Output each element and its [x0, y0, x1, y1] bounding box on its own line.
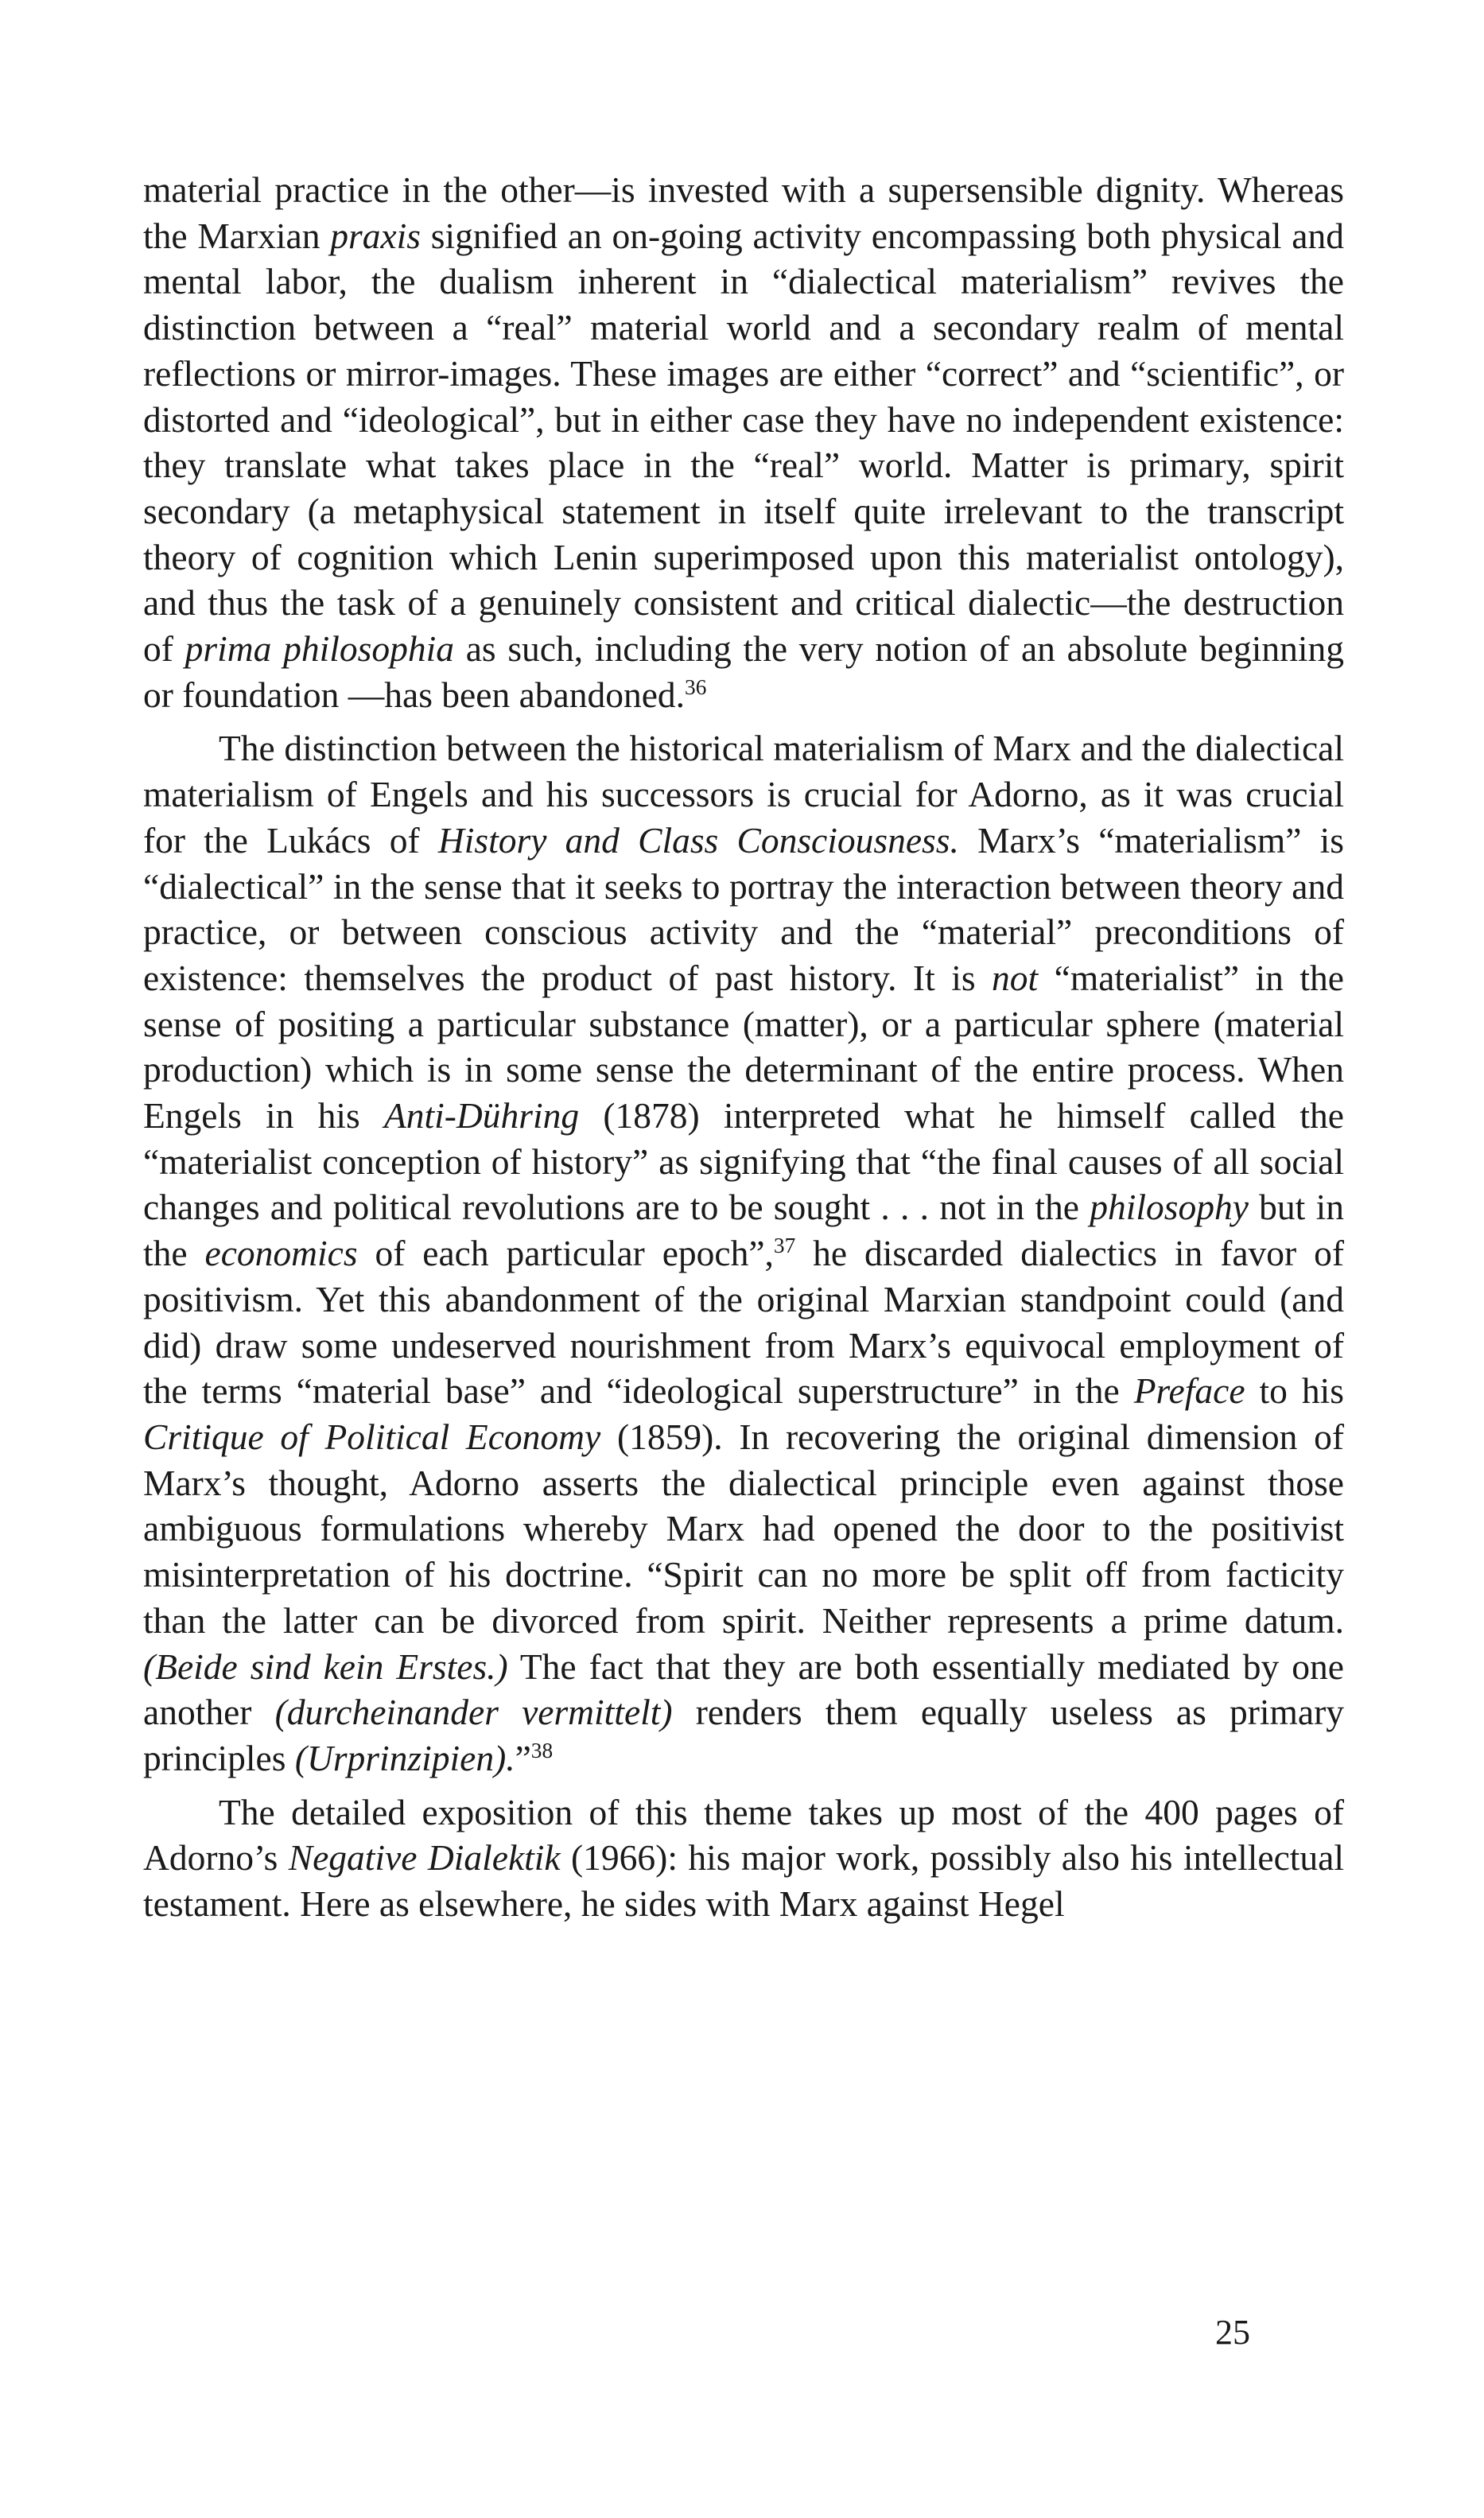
text-run: to his	[1245, 1370, 1344, 1412]
text-run: “materialist” in the sense of positing a particular substance (matter), or a particular sphere (material production) which is in some sense the determinant of the entire process. When Engels in his	[143, 957, 1344, 1137]
text-run: ”	[515, 1737, 531, 1778]
text-run: The fact that they are both essentially mediated by one another	[143, 1646, 1344, 1733]
italic-run: philosophy	[1090, 1187, 1249, 1228]
italic-run: not	[992, 957, 1039, 998]
text-run: of each particular epoch”,	[357, 1233, 774, 1274]
footnote-ref: 36	[685, 674, 707, 699]
italic-run: (Urprinzipien).	[294, 1737, 515, 1778]
text-run: but in the	[143, 1187, 1344, 1274]
body-text	[143, 167, 1344, 1927]
italic-run: Preface	[1133, 1370, 1245, 1412]
text-run: (1966): his major work, possibly also his intellectual testament. Here as elsewhere, he sides with Marx against Hegel	[143, 1837, 1344, 1925]
text-run: material practice in the other—is invested with a supersensible dignity. Whereas the Marxian	[143, 169, 1344, 256]
paragraph-1	[143, 167, 1344, 717]
italic-run: Anti-Dühring	[383, 1095, 580, 1137]
footnote-ref: 38	[530, 1738, 554, 1762]
text-run: signified an on-going activity encompassing both physical and mental labor, the dualism inherent in “dialectical materialism” revives the distinction between a “real” material world and a secondary realm of mental reflections or mirror-images. These images are either “correct” and “scientific”, or distorted and “ideological”, but in either case they have no independent existence: they translate what takes place in the “real” world. Matter is primary, spirit secondary (a metaphysical statement in itself quite irrelevant to the transcript theory of cognition which Lenin superimposed upon this materialist ontology), and thus the task of a genuinely consistent and critical dialectic—the destruction of	[143, 215, 1344, 670]
text-run: as such, including the very notion of an absolute beginning or foundation —has been abandoned.	[143, 628, 1345, 715]
text-run: The detailed exposition of this theme takes up most of the 400 pages of Adorno’s	[143, 1791, 1344, 1879]
text-run: (1878) interpreted what he himself called the “materialist conception of history” as signifying that “the final causes of all social changes and political revolutions are to be sought . . . not in the	[143, 1095, 1344, 1228]
italic-run: prima philosophia	[185, 628, 454, 670]
text-run: renders them equally useless as primary principles	[143, 1692, 1344, 1778]
text-run: (1859). In recovering the original dimension of Marx’s thought, Adorno asserts the dialectical principle even against those ambiguous formulations whereby Marx had opened the door to the positivist misinterpretation of his doctrine. “Spirit can no more be split off from facticity than the latter can be divorced from spirit. Neither represents a prime datum.	[143, 1416, 1344, 1641]
page-number: 25	[1215, 2313, 1250, 2352]
paragraph-3	[143, 1789, 1344, 1927]
text-run: he discarded dialectics in favor of positivism. Yet this abandonment of the original Marxian standpoint could (and did) draw some undeserved nourishment from Marx’s equivocal employment of the terms “material base” and “ideological superstructure” in the	[143, 1233, 1345, 1412]
italic-run: Critique of Political Economy	[143, 1416, 601, 1457]
paragraph-2	[143, 725, 1344, 1781]
italic-run: Negative Dialektik	[288, 1837, 561, 1879]
italic-run: economics	[204, 1233, 358, 1274]
italic-run: (durcheinander vermittelt)	[274, 1692, 673, 1733]
italic-run: History and Class Consciousness.	[437, 819, 959, 861]
italic-run: praxis	[330, 215, 421, 256]
italic-run: (Beide sind kein Erstes.)	[143, 1646, 508, 1687]
text-run: The distinction between the historical materialism of Marx and the dialectical materialism of Engels and his successors is crucial for Adorno, as it was crucial for the Lukács of	[143, 728, 1344, 861]
text-run: Marx’s “materialism” is “dialectical” in the sense that it seeks to portray the interaction between theory and practice, or between conscious activity and the “material” preconditions of existence: themselves the product of past history. It is	[143, 819, 1344, 998]
footnote-ref: 37	[773, 1234, 796, 1258]
